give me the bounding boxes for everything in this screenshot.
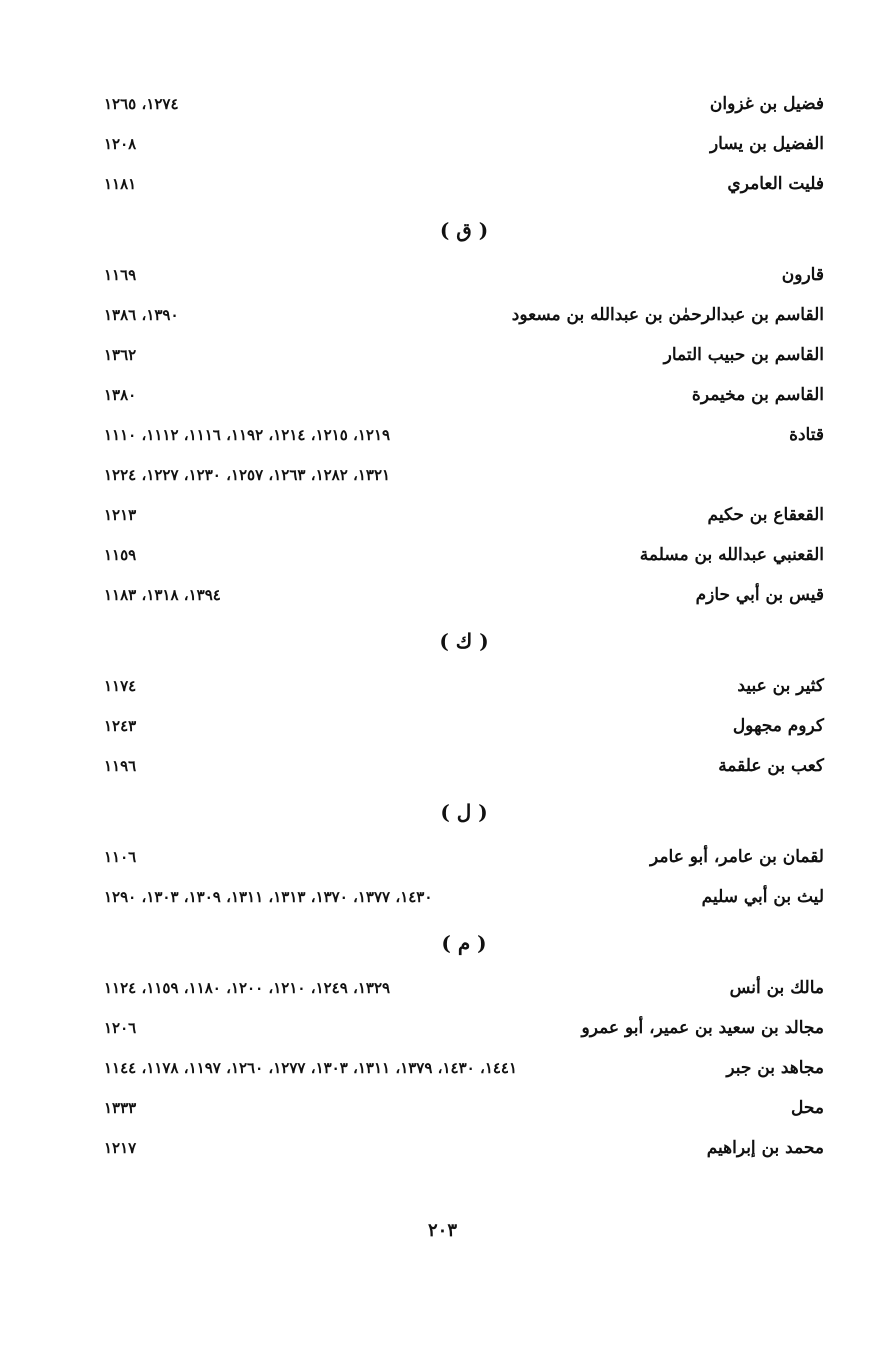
entry-name: محمد بن إبراهيم xyxy=(706,1138,824,1158)
entry-page-numbers: ١٢١٣ xyxy=(104,506,137,524)
entry-name: القاسم بن حبيب التمار xyxy=(663,345,824,365)
index-entry xyxy=(104,877,824,917)
index-entry xyxy=(104,1048,824,1088)
index-entry xyxy=(104,746,824,786)
entry-name: كروم مجهول xyxy=(732,716,824,736)
entry-page-numbers: ١٣٢٩، ١٢٤٩، ١٢١٠، ١٢٠٠، ١١٨٠، ١١٥٩، ١١٢٤ xyxy=(104,979,391,997)
entry-page-numbers: ١٢٠٨ xyxy=(104,135,137,153)
index-entry xyxy=(104,1088,824,1128)
entry-name: كعب بن علقمة xyxy=(718,756,824,776)
section-heading: ( ل ) xyxy=(440,799,488,824)
index-entry xyxy=(104,375,824,415)
entry-name: قيس بن أبي حازم xyxy=(695,585,824,605)
entry-name: الفضيل بن يسار xyxy=(709,134,824,154)
entry-name: القعنبي عبدالله بن مسلمة xyxy=(639,545,824,565)
index-entry xyxy=(104,455,824,495)
entry-page-numbers: ١٢٤٣ xyxy=(104,717,137,735)
section-heading: ( ك ) xyxy=(439,628,489,653)
index-entry xyxy=(104,1128,824,1168)
entry-name: القعقاع بن حكيم xyxy=(707,505,824,525)
index-entry xyxy=(104,415,824,455)
entry-page-numbers: ١٢٠٦ xyxy=(104,1019,137,1037)
index-entry xyxy=(104,575,824,615)
entry-name: مجاهد بن جبر xyxy=(726,1058,824,1078)
entry-page-numbers: ١٣٦٢ xyxy=(104,346,137,364)
index-entry xyxy=(104,706,824,746)
index-entry xyxy=(104,335,824,375)
index-entry xyxy=(104,968,824,1008)
entry-page-numbers: ١٣٩٤، ١٣١٨، ١١٨٣ xyxy=(104,586,221,604)
entry-page-numbers: ١٣٩٠، ١٣٨٦ xyxy=(104,306,179,324)
entry-page-numbers: ١١٧٤ xyxy=(104,677,137,695)
entry-page-numbers: ١٢١٧ xyxy=(104,1139,137,1157)
entry-page-numbers: ١٣٨٠ xyxy=(104,386,137,404)
section-heading: ( م ) xyxy=(441,930,487,955)
index-entry xyxy=(104,295,824,335)
entry-name: القاسم بن مخيمرة xyxy=(691,385,824,405)
entry-name: قارون xyxy=(781,265,824,285)
entry-name: القاسم بن عبدالرحمٰن بن عبدالله بن مسعود xyxy=(511,305,824,325)
entry-name: كثير بن عبيد xyxy=(737,676,824,696)
page-number: ٢٠٣ xyxy=(427,1220,457,1241)
entry-name: لقمان بن عامر، أبو عامر xyxy=(650,847,824,867)
entry-page-numbers: ١٤٤١، ١٤٣٠، ١٣٧٩، ١٣١١، ١٣٠٣، ١٢٧٧، ١٢٦٠، ١١٩٧، ١١٧٨، ١١٤٤ xyxy=(104,1059,518,1077)
index-entry xyxy=(104,255,824,295)
index-entry xyxy=(104,84,824,124)
entry-name: فليت العامري xyxy=(727,174,824,194)
index-entry xyxy=(104,535,824,575)
entry-page-numbers: ١٢٧٤، ١٢٦٥ xyxy=(104,95,179,113)
entry-name: فضيل بن غزوان xyxy=(709,94,824,114)
index-entry xyxy=(104,837,824,877)
entry-page-numbers: ١٤٣٠، ١٣٧٧، ١٣٧٠، ١٣١٣، ١٣١١، ١٣٠٩، ١٣٠٣، ١٢٩٠ xyxy=(104,888,433,906)
entry-page-numbers: ١٣٢١، ١٢٨٢، ١٢٦٣، ١٢٥٧، ١٢٣٠، ١٢٢٧، ١٢٢٤ xyxy=(104,466,391,484)
index-entries xyxy=(104,84,824,1168)
entry-name: محل xyxy=(791,1098,824,1118)
entry-page-numbers: ١١٦٩ xyxy=(104,266,137,284)
entry-name: مالك بن أنس xyxy=(729,978,824,998)
entry-page-numbers: ١٣٣٣ xyxy=(104,1099,137,1117)
entry-page-numbers: ١١٩٦ xyxy=(104,757,137,775)
index-entry xyxy=(104,666,824,706)
entry-page-numbers: ١١٥٩ xyxy=(104,546,137,564)
index-entry xyxy=(104,164,824,204)
entry-page-numbers: ١١٠٦ xyxy=(104,848,137,866)
index-entry xyxy=(104,1008,824,1048)
section-heading: ( ق ) xyxy=(439,217,489,242)
entry-name: قتادة xyxy=(789,425,824,445)
index-entry xyxy=(104,495,824,535)
index-entry xyxy=(104,124,824,164)
entry-page-numbers: ١٢١٩، ١٢١٥، ١٢١٤، ١١٩٢، ١١١٦، ١١١٢، ١١١٠ xyxy=(104,426,391,444)
entry-page-numbers: ١١٨١ xyxy=(104,175,137,193)
entry-name: ليث بن أبي سليم xyxy=(701,887,824,907)
entry-name: مجالد بن سعيد بن عمير، أبو عمرو xyxy=(581,1018,824,1038)
